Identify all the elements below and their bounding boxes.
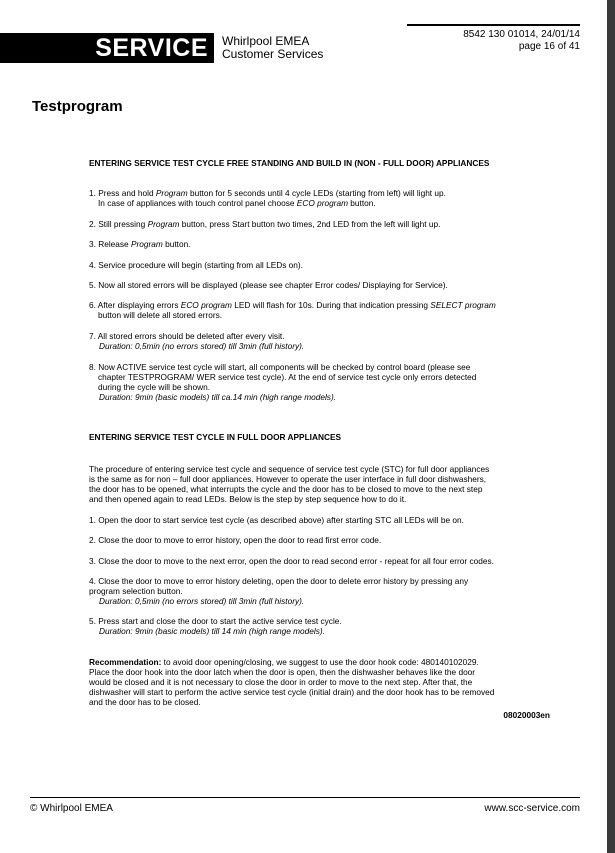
footer-website: www.scc-service.com [484, 803, 580, 814]
fd-step-4-line2: program selection button. [89, 586, 183, 596]
text: button for 5 seconds until 4 cycle LEDs (starting from left) will light up. [187, 188, 446, 198]
company-line-1: Whirlpool EMEA [222, 34, 310, 48]
intro-line-2: is the same as for non – full door appliances. However to operate the user interface in full door dishwashers, [89, 474, 487, 484]
text: button, press Start button two times, 2nd LED from the left will light up. [179, 219, 441, 229]
footer-rule [30, 797, 580, 798]
text: to avoid door opening/closing, we suggest to use the door hook code: 480140102029. [161, 657, 479, 667]
recommendation-line-2: Place the door hook into the door latch when the door is open, then the dishwasher behaves like the door [89, 667, 476, 677]
text: In case of appliances with touch control panel choose [98, 198, 297, 208]
company-line-2: Customer Services [222, 47, 324, 61]
fd-step-3: 3. Close the door to move to the next error, open the door to read second error - repeat for all four error codes. [89, 556, 494, 566]
text: 2. Still pressing [89, 219, 148, 229]
text: 1. Press and hold [89, 188, 156, 198]
text-italic: Program [130, 239, 163, 249]
text-italic: ECO program [296, 198, 348, 208]
text: 6. After displaying errors [89, 300, 181, 310]
page-number: page 16 of 41 [518, 41, 580, 52]
fd-step-2: 2. Close the door to move to error history, open the door to read first error code. [89, 535, 382, 545]
step-5: 5. Now all stored errors will be displayed (please see chapter Error codes/ Displaying for Service). [89, 280, 448, 290]
fd-step-4-duration: Duration: 0,5min (no errors stored) till 3min (full history). [99, 596, 305, 606]
intro-line-1: The procedure of entering service test cycle and sequence of service test cycle (STC) for full door appliances [89, 464, 490, 474]
doc-reference [440, 29, 580, 53]
step-6-cont: button will delete all stored errors. [98, 310, 223, 320]
page-title: Testprogram [32, 98, 123, 115]
step-7-duration: Duration: 0,5min (no errors stored) till 3min (full history). [99, 341, 305, 351]
section2-heading: ENTERING SERVICE TEST CYCLE IN FULL DOOR APPLIANCES [89, 432, 342, 442]
document-code: 08020003en [503, 710, 550, 720]
step-4: 4. Service procedure will begin (starting from all LEDs on). [89, 260, 303, 270]
step-8: 8. Now ACTIVE service test cycle will start, all components will be checked by control board (please see [89, 362, 471, 372]
page-edge-border [607, 0, 615, 853]
step-1-cont [98, 198, 376, 208]
text: LED will flash for 10s. During that indication pressing [231, 300, 431, 310]
step-3 [89, 239, 191, 249]
text: button. [162, 239, 191, 249]
company-name [222, 35, 323, 61]
intro-line-4: and then opened again to read LEDs. Below is the step by step sequence how to do it. [89, 494, 407, 504]
text-italic: SELECT program [430, 300, 496, 310]
fd-step-5-duration: Duration: 9min (basic models) till 14 min (high range models). [99, 626, 325, 636]
step-6 [89, 300, 496, 310]
text-italic: Program [147, 219, 180, 229]
step-8-line2: chapter TESTPROGRAM/ WER service test cycle). At the end of service test cycle only errors detected [98, 372, 477, 382]
header-rule [407, 24, 580, 26]
recommendation-line-3: would be closed and it is not necessary to close the door in order to move to the next step. After that, the [89, 677, 473, 687]
intro-line-3: the door has to be opened, what interrupts the cycle and the door has to be closed to move to the next step [89, 484, 483, 494]
fd-step-4: 4. Close the door to move to error history deleting, open the door to delete error history by pressing any [89, 576, 469, 586]
step-7: 7. All stored errors should be deleted after every visit. [89, 331, 285, 341]
text-italic: Program [155, 188, 188, 198]
step-2 [89, 219, 440, 229]
step-8-line3: during the cycle will be shown. [98, 382, 211, 392]
step-8-duration: Duration: 9min (basic models) till ca.14 min (high range models). [99, 392, 337, 402]
fd-step-1: 1. Open the door to start service test cycle (as described above) after starting STC all LEDs will be on. [89, 515, 464, 525]
service-logo: SERVICE [0, 33, 214, 63]
text: 3. Release [89, 239, 131, 249]
text-italic: ECO program [180, 300, 232, 310]
recommendation-label: Recommendation: [89, 657, 162, 667]
text: button. [347, 198, 376, 208]
footer-copyright: © Whirlpool EMEA [30, 803, 113, 814]
recommendation [89, 657, 479, 667]
recommendation-line-5: and the door has to be closed. [89, 697, 201, 707]
section1-heading: ENTERING SERVICE TEST CYCLE FREE STANDING AND BUILD IN (NON - FULL DOOR) APPLIANCES [89, 158, 490, 168]
fd-step-5: 5. Press start and close the door to start the active service test cycle. [89, 616, 342, 626]
recommendation-line-4: dishwasher will start to perform the active service test cycle (initial drain) and the door hook has to be removed [89, 687, 495, 697]
step-1 [89, 188, 446, 198]
doc-id: 8542 130 01014, 24/01/14 [463, 29, 580, 40]
